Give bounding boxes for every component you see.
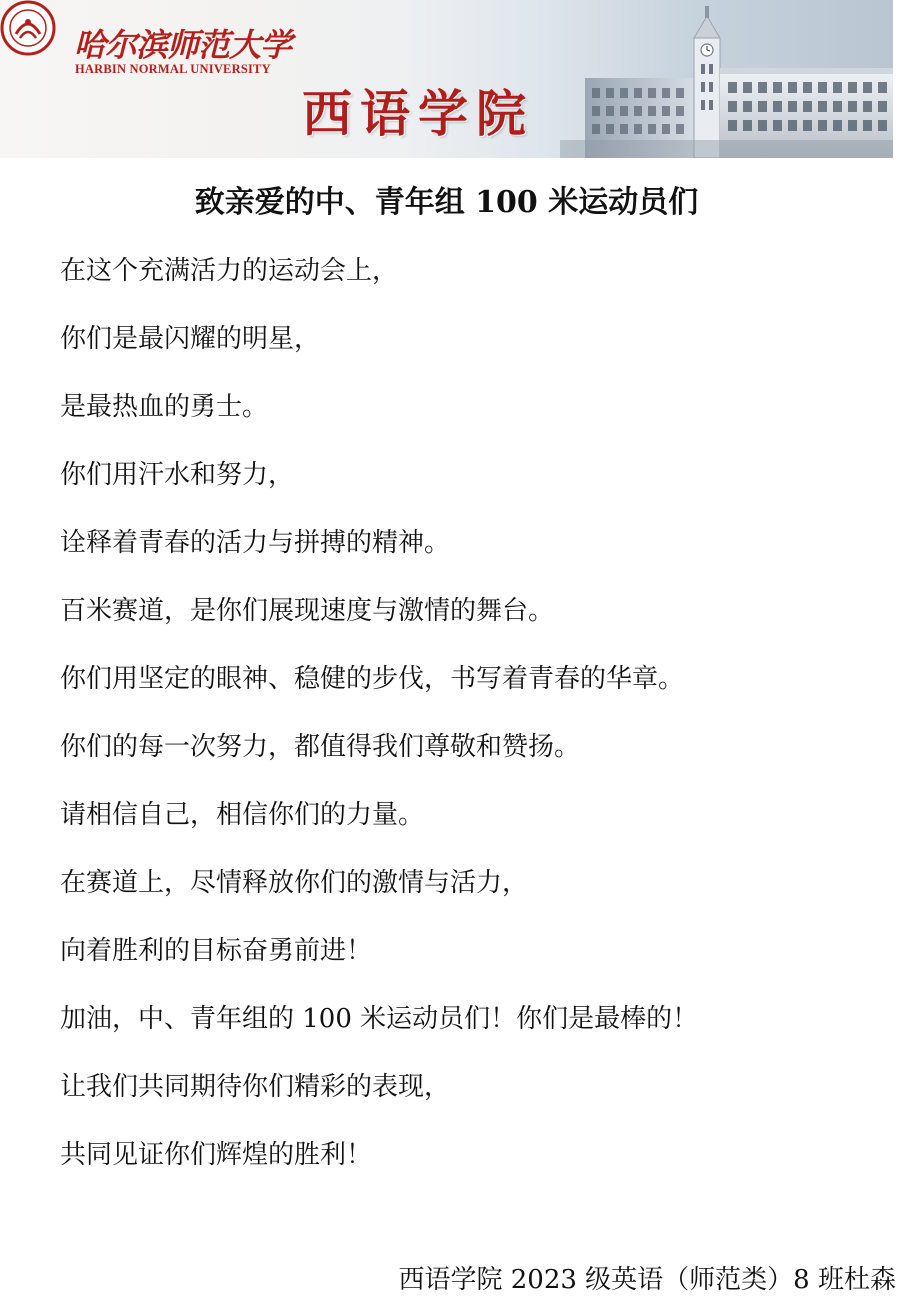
letter-line: 你们用汗水和努力， [60, 460, 295, 490]
letter-line: 向着胜利的目标奋勇前进！ [60, 936, 373, 966]
letter-line: 百米赛道，是你们展现速度与激情的舞台。 [60, 596, 555, 626]
letter-signature: 西语学院 2023 级英语（师范类）8 班杜森 [398, 1265, 896, 1295]
college-name: 西语学院 [302, 84, 534, 143]
letter-line: 共同见证你们辉煌的胜利！ [60, 1140, 373, 1170]
letter-line: 诠释着青春的活力与拼搏的精神。 [60, 528, 451, 558]
letter-line: 加油，中、青年组的 100 米运动员们！你们是最棒的！ [60, 1004, 699, 1034]
letter-line: 在赛道上，尽情释放你们的激情与活力， [60, 868, 529, 898]
letter-body [60, 249, 698, 1201]
header-banner [0, 0, 893, 158]
letter-title: 致亲爱的中、青年组 100 米运动员们 [194, 185, 699, 220]
letter-line: 在这个充满活力的运动会上， [60, 256, 399, 286]
letter-line: 是最热血的勇士。 [60, 392, 269, 422]
letter-line: 让我们共同期待你们精彩的表现， [60, 1072, 451, 1102]
letter-line: 你们的每一次努力，都值得我们尊敬和赞扬。 [60, 732, 581, 762]
letter-line: 你们用坚定的眼神、稳健的步伐，书写着青春的华章。 [60, 664, 685, 694]
university-name-cn: 哈尔滨师范大学 [74, 26, 292, 64]
letter-line: 请相信自己，相信你们的力量。 [60, 800, 425, 830]
university-seal-icon [0, 0, 56, 56]
university-name-en: HARBIN NORMAL UNIVERSITY [75, 62, 271, 76]
letter-line: 你们是最闪耀的明星， [60, 324, 321, 354]
